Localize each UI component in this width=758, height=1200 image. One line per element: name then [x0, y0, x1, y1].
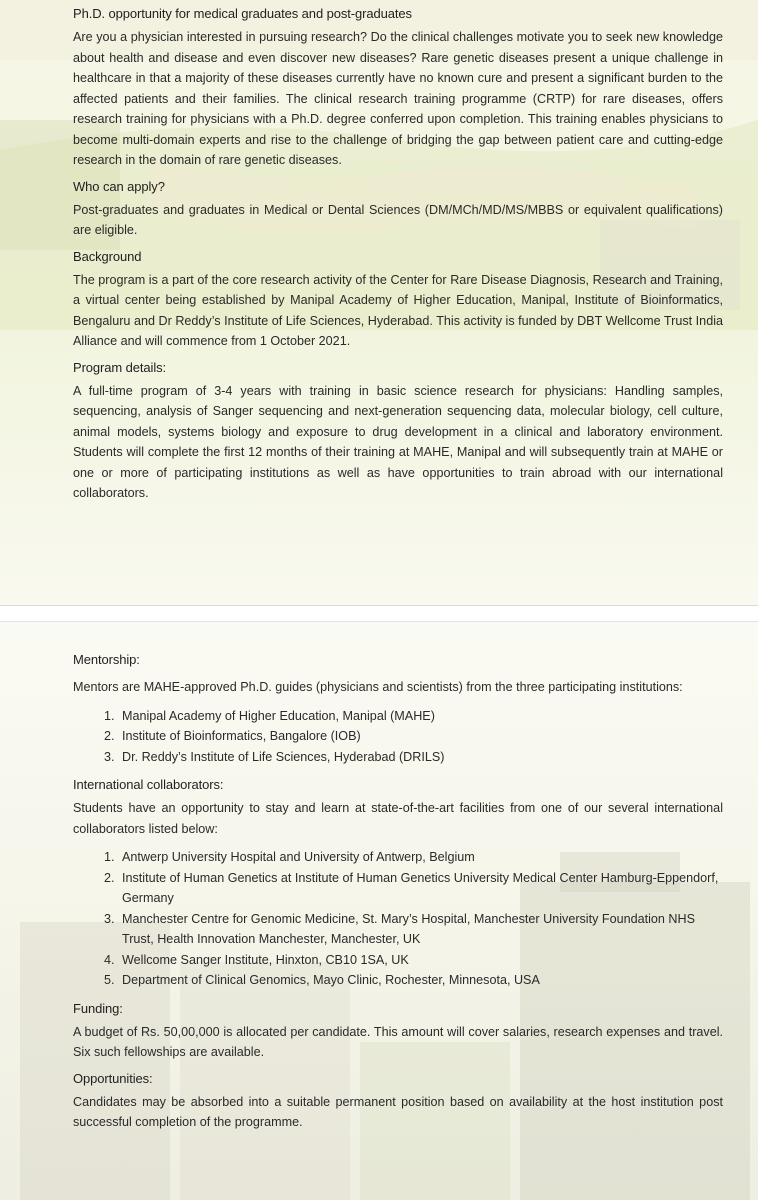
- list-item: 3. Manchester Centre for Genomic Medicine, St. Mary’s Hospital, Manchester University Foundation NHS Trust, Health Innovation Manchester, Manchester, UK: [118, 909, 723, 950]
- background-paragraph: The program is a part of the core research activity of the Center for Rare Disease Diagnosis, Research and Training, a virtual center being established by Manipal Academy of Higher Education, Manipal, Institute of Bioinformatics, Bengaluru and Dr Reddy’s Institute of Life Sciences, Hyderabad. This activity is funded by DBT Wellcome Trust India Alliance and will commence from 1 October 2021.: [73, 272, 723, 348]
- international-intro: Students have an opportunity to stay and learn at state-of-the-art facilities from one of our several international collaborators listed below:: [73, 801, 723, 836]
- page-break: [0, 605, 758, 622]
- list-item: 2. Institute of Bioinformatics, Bangalore (IOB): [118, 726, 723, 747]
- eligibility-paragraph: Post-graduates and graduates in Medical or Dental Sciences (DM/MCh/MD/MS/MBBS or equivalent qualifications) are eligible.: [73, 202, 723, 237]
- heading-program-details: Program details:: [73, 359, 167, 375]
- heading-phd-opportunity: Ph.D. opportunity for medical graduates and post-graduates: [73, 6, 412, 21]
- document-page-2: [0, 622, 758, 1200]
- heading-who-can-apply: Who can apply?: [73, 178, 165, 194]
- mentorship-institutions-list: [73, 706, 723, 768]
- list-item: 3. Dr. Reddy’s Institute of Life Sciences, Hyderabad (DRILS): [118, 747, 723, 768]
- list-item: 4. Wellcome Sanger Institute, Hinxton, CB10 1SA, UK: [118, 950, 723, 971]
- list-item: 5. Department of Clinical Genomics, Mayo Clinic, Rochester, Minnesota, USA: [118, 970, 723, 991]
- intro-paragraph: Are you a physician interested in pursuing research? Do the clinical challenges motivate you to seek new knowledge about health and disease and even discover new diseases? Rare genetic diseases present a unique challenge in healthcare in that a majority of these diseases currently have no known cure and present a significant burden to the affected patients and their families. The clinical research training programme (CRTP) for rare diseases, offers research training for physicians with a Ph.D. degree conferred upon completion. This training enables physicians to become multi-domain experts and rise to the challenge of bridging the gap between patient care and cutting-edge research in the domain of rare genetic diseases.: [73, 30, 723, 167]
- program-details-paragraph: A full-time program of 3-4 years with training in basic science research for physicians: Handling samples, sequencing, analysis of Sanger sequencing and next-generation sequencing data, molecular biology, cell culture, animal models, systems biology and exposure to drug development in a clinical and laboratory environment. Students will complete the first 12 months of their training at MAHE, Manipal and will subsequently train at MAHE or one or more of participating institutions as well as have opportunities to train abroad with our international collaborators.: [73, 383, 723, 500]
- page-2-content: [73, 652, 723, 1141]
- heading-international-collaborators: International collaborators:: [73, 777, 224, 792]
- list-item: 1. Antwerp University Hospital and University of Antwerp, Belgium: [118, 847, 723, 868]
- heading-funding: Funding:: [73, 1000, 123, 1016]
- mentorship-intro: Mentors are MAHE-approved Ph.D. guides (physicians and scientists) from the three participating institutions:: [73, 680, 683, 694]
- heading-background: Background: [73, 248, 142, 264]
- funding-paragraph: A budget of Rs. 50,00,000 is allocated per candidate. This amount will cover salaries, research expenses and travel. Six such fellowships are available.: [73, 1024, 723, 1059]
- heading-opportunities: Opportunities:: [73, 1070, 153, 1086]
- list-item: 2. Institute of Human Genetics at Institute of Human Genetics University Medical Center Hamburg-Eppendorf, Germany: [118, 868, 723, 909]
- opportunities-paragraph: Candidates may be absorbed into a suitable permanent position based on availability at the host institution post successful completion of the programme.: [73, 1094, 723, 1129]
- list-item: 1. Manipal Academy of Higher Education, Manipal (MAHE): [118, 706, 723, 727]
- heading-mentorship: Mentorship:: [73, 652, 140, 667]
- international-collaborators-list: [73, 847, 723, 991]
- page-1-content: [73, 6, 723, 512]
